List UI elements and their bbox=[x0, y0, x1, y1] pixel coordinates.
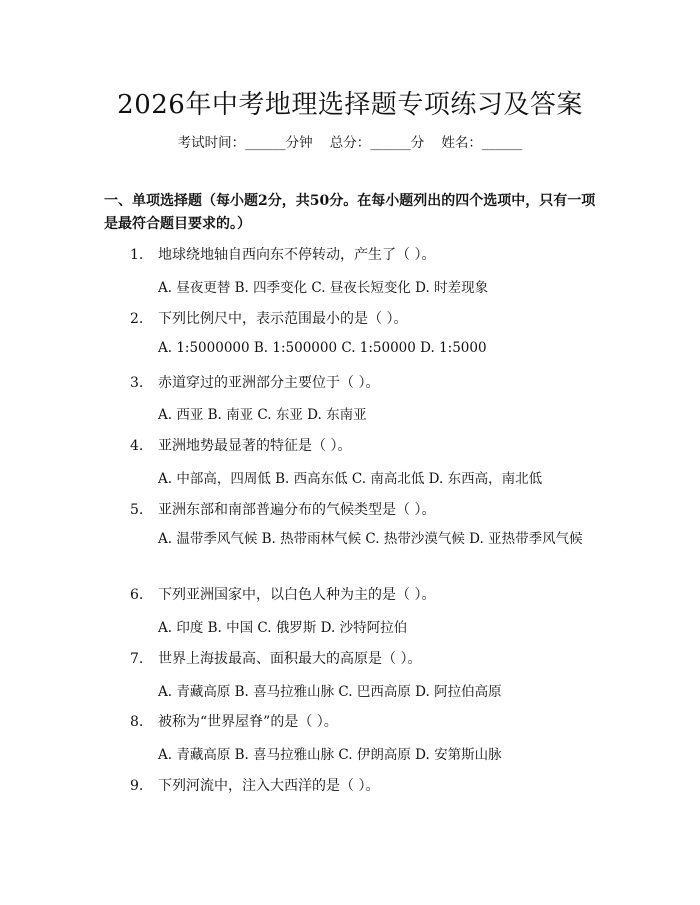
question-number: 5. bbox=[130, 502, 144, 518]
question-stem: 赤道穿过的亚洲部分主要位于（ ）。 bbox=[158, 375, 380, 391]
question-1-options: A. 昼夜更替 B. 四季变化 C. 昼夜长短变化 D. 时差现象 bbox=[158, 280, 489, 296]
question-6-options: A. 印度 B. 中国 C. 俄罗斯 D. 沙特阿拉伯 bbox=[158, 620, 408, 636]
question-number: 9. bbox=[130, 778, 144, 794]
question-4 bbox=[130, 435, 351, 455]
question-stem: 世界上海拔最高、面积最大的高原是（ ）。 bbox=[158, 651, 422, 667]
question-9 bbox=[130, 775, 379, 795]
question-number: 7. bbox=[130, 651, 144, 667]
question-stem: 下列亚洲国家中，以白色人种为主的是（ ）。 bbox=[158, 587, 436, 603]
page-title: 2026年中考地理选择题专项练习及答案 bbox=[117, 90, 583, 120]
question-3 bbox=[130, 372, 379, 392]
question-5-options: A. 温带季风气候 B. 热带雨林气候 C. 热带沙漠气候 D. 亚热带季风气候 bbox=[158, 531, 583, 547]
question-number: 4. bbox=[130, 438, 144, 454]
exam-info-line: 考试时间：______分钟 总分：______分 姓名：______ bbox=[177, 135, 523, 151]
question-3-options: A. 西亚 B. 南亚 C. 东亚 D. 东南亚 bbox=[158, 407, 367, 423]
question-7 bbox=[130, 648, 421, 668]
question-5 bbox=[130, 499, 435, 519]
question-stem: 亚洲地势最显著的特征是（ ）。 bbox=[158, 438, 352, 454]
section-heading: 一、单项选择题（每小题2分，共50分。在每小题列出的四个选项中，只有一项是最符合题目要求的。） bbox=[104, 193, 596, 232]
question-number: 6. bbox=[130, 587, 144, 603]
question-stem: 地球绕地轴自西向东不停转动，产生了（ ）。 bbox=[158, 247, 436, 263]
question-2-options: A. 1:5000000 B. 1:500000 C. 1:50000 D. 1:5000 bbox=[158, 340, 487, 356]
question-7-options: A. 青藏高原 B. 喜马拉雅山脉 C. 巴西高原 D. 阿拉伯高原 bbox=[158, 684, 502, 700]
question-stem: 下列河流中，注入大西洋的是（ ）。 bbox=[158, 778, 380, 794]
question-4-options: A. 中部高，四周低 B. 西高东低 C. 南高北低 D. 东西高，南北低 bbox=[158, 471, 543, 487]
question-2 bbox=[130, 308, 407, 328]
question-number: 2. bbox=[130, 311, 144, 327]
question-6 bbox=[130, 584, 435, 604]
question-number: 1. bbox=[130, 247, 144, 263]
question-stem: 下列比例尺中，表示范围最小的是（ ）。 bbox=[158, 311, 408, 327]
question-stem: 被称为“世界屋脊”的是（ ）。 bbox=[158, 714, 338, 730]
question-8-options: A. 青藏高原 B. 喜马拉雅山脉 C. 伊朗高原 D. 安第斯山脉 bbox=[158, 747, 502, 763]
question-stem: 亚洲东部和南部普遍分布的气候类型是（ ）。 bbox=[158, 502, 436, 518]
question-1 bbox=[130, 244, 435, 264]
question-number: 8. bbox=[130, 714, 144, 730]
question-number: 3. bbox=[130, 375, 144, 391]
question-8 bbox=[130, 711, 338, 731]
